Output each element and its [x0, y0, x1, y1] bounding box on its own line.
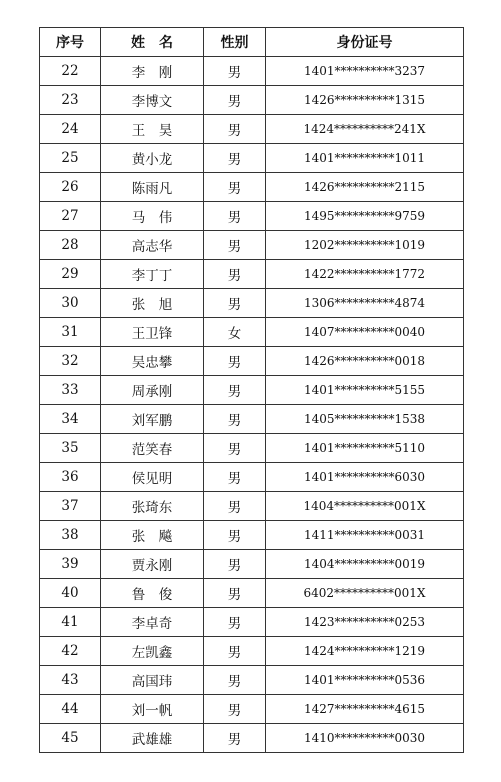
header-gender: 性别 [204, 28, 266, 57]
cell-serial: 34 [40, 405, 101, 434]
cell-id-number: 1401**********3237 [266, 57, 464, 86]
table-row [40, 115, 464, 144]
cell-id-number: 1401**********1011 [266, 144, 464, 173]
cell-id-number: 1401**********5110 [266, 434, 464, 463]
cell-gender: 男 [204, 260, 266, 289]
table-row [40, 463, 464, 492]
table-row [40, 202, 464, 231]
cell-gender: 男 [204, 144, 266, 173]
cell-gender: 男 [204, 434, 266, 463]
cell-id-number: 1426**********1315 [266, 86, 464, 115]
cell-serial: 44 [40, 695, 101, 724]
cell-name: 刘一帆 [101, 695, 204, 724]
cell-name: 马 伟 [101, 202, 204, 231]
header-id-number: 身份证号 [266, 28, 464, 57]
table-row [40, 724, 464, 753]
cell-id-number: 1401**********5155 [266, 376, 464, 405]
cell-name: 贾永刚 [101, 550, 204, 579]
cell-gender: 男 [204, 405, 266, 434]
cell-serial: 33 [40, 376, 101, 405]
cell-gender: 男 [204, 550, 266, 579]
table-row [40, 579, 464, 608]
cell-serial: 28 [40, 231, 101, 260]
cell-id-number: 1404**********001X [266, 492, 464, 521]
cell-gender: 男 [204, 492, 266, 521]
cell-gender: 男 [204, 115, 266, 144]
cell-serial: 38 [40, 521, 101, 550]
table-row [40, 86, 464, 115]
table-row [40, 666, 464, 695]
table-row [40, 318, 464, 347]
cell-id-number: 1401**********6030 [266, 463, 464, 492]
cell-name: 李卓奇 [101, 608, 204, 637]
table-row [40, 144, 464, 173]
cell-id-number: 1495**********9759 [266, 202, 464, 231]
cell-gender: 男 [204, 695, 266, 724]
cell-id-number: 1405**********1538 [266, 405, 464, 434]
cell-name: 高国玮 [101, 666, 204, 695]
cell-serial: 30 [40, 289, 101, 318]
cell-name: 鲁 俊 [101, 579, 204, 608]
cell-id-number: 1404**********0019 [266, 550, 464, 579]
cell-serial: 42 [40, 637, 101, 666]
cell-id-number: 1422**********1772 [266, 260, 464, 289]
cell-name: 陈雨凡 [101, 173, 204, 202]
table-row [40, 550, 464, 579]
cell-serial: 37 [40, 492, 101, 521]
table-row [40, 608, 464, 637]
cell-gender: 男 [204, 463, 266, 492]
table-row [40, 376, 464, 405]
cell-gender: 男 [204, 376, 266, 405]
cell-name: 张 飚 [101, 521, 204, 550]
cell-gender: 女 [204, 318, 266, 347]
table-row [40, 57, 464, 86]
cell-name: 刘军鹏 [101, 405, 204, 434]
cell-id-number: 1426**********2115 [266, 173, 464, 202]
cell-gender: 男 [204, 347, 266, 376]
cell-name: 李博文 [101, 86, 204, 115]
cell-serial: 41 [40, 608, 101, 637]
cell-id-number: 1424**********1219 [266, 637, 464, 666]
cell-serial: 29 [40, 260, 101, 289]
cell-id-number: 1426**********0018 [266, 347, 464, 376]
cell-name: 王 昊 [101, 115, 204, 144]
cell-id-number: 1410**********0030 [266, 724, 464, 753]
cell-serial: 26 [40, 173, 101, 202]
cell-name: 吴忠攀 [101, 347, 204, 376]
cell-id-number: 6402**********001X [266, 579, 464, 608]
table-row [40, 492, 464, 521]
cell-id-number: 1411**********0031 [266, 521, 464, 550]
cell-serial: 31 [40, 318, 101, 347]
table-row [40, 637, 464, 666]
table-row [40, 695, 464, 724]
cell-serial: 35 [40, 434, 101, 463]
cell-gender: 男 [204, 86, 266, 115]
cell-name: 范笑春 [101, 434, 204, 463]
table-body [40, 57, 464, 753]
cell-id-number: 1423**********0253 [266, 608, 464, 637]
cell-gender: 男 [204, 57, 266, 86]
cell-gender: 男 [204, 637, 266, 666]
cell-gender: 男 [204, 173, 266, 202]
cell-id-number: 1407**********0040 [266, 318, 464, 347]
cell-gender: 男 [204, 289, 266, 318]
table-row [40, 521, 464, 550]
cell-name: 左凯鑫 [101, 637, 204, 666]
cell-name: 李丁丁 [101, 260, 204, 289]
cell-name: 张 旭 [101, 289, 204, 318]
cell-serial: 40 [40, 579, 101, 608]
cell-name: 武雄雄 [101, 724, 204, 753]
cell-name: 高志华 [101, 231, 204, 260]
cell-id-number: 1427**********4615 [266, 695, 464, 724]
cell-gender: 男 [204, 202, 266, 231]
header-name: 姓 名 [101, 28, 204, 57]
table-row [40, 434, 464, 463]
table-row [40, 347, 464, 376]
cell-serial: 24 [40, 115, 101, 144]
cell-gender: 男 [204, 521, 266, 550]
cell-name: 周承刚 [101, 376, 204, 405]
cell-serial: 22 [40, 57, 101, 86]
cell-serial: 45 [40, 724, 101, 753]
table-row [40, 289, 464, 318]
cell-serial: 23 [40, 86, 101, 115]
cell-name: 王卫锋 [101, 318, 204, 347]
cell-serial: 39 [40, 550, 101, 579]
cell-serial: 36 [40, 463, 101, 492]
cell-id-number: 1306**********4874 [266, 289, 464, 318]
cell-gender: 男 [204, 231, 266, 260]
cell-serial: 25 [40, 144, 101, 173]
cell-serial: 43 [40, 666, 101, 695]
cell-name: 侯见明 [101, 463, 204, 492]
table-row [40, 231, 464, 260]
cell-gender: 男 [204, 724, 266, 753]
cell-name: 黄小龙 [101, 144, 204, 173]
cell-gender: 男 [204, 579, 266, 608]
cell-name: 张琦东 [101, 492, 204, 521]
cell-id-number: 1202**********1019 [266, 231, 464, 260]
header-serial: 序号 [40, 28, 101, 57]
table-row [40, 173, 464, 202]
table-row [40, 260, 464, 289]
roster-table [39, 27, 464, 753]
table-row [40, 405, 464, 434]
cell-serial: 27 [40, 202, 101, 231]
header-row [40, 28, 464, 57]
cell-id-number: 1424**********241X [266, 115, 464, 144]
cell-gender: 男 [204, 666, 266, 695]
cell-name: 李 刚 [101, 57, 204, 86]
cell-gender: 男 [204, 608, 266, 637]
cell-serial: 32 [40, 347, 101, 376]
cell-id-number: 1401**********0536 [266, 666, 464, 695]
